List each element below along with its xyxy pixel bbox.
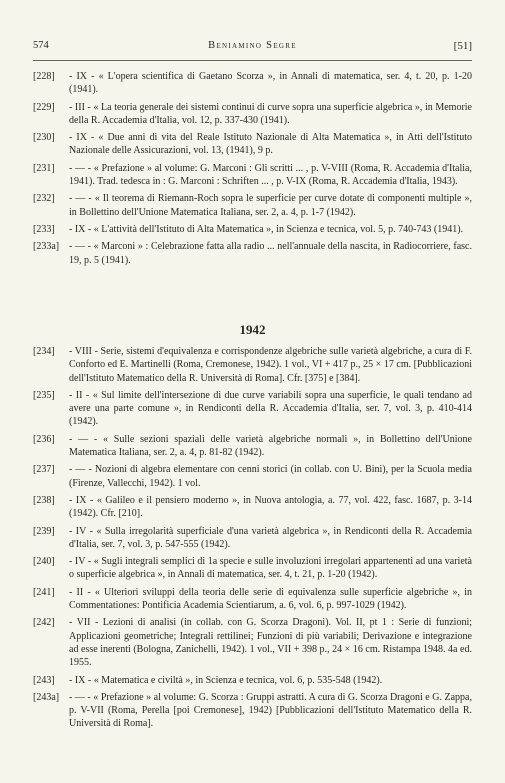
entry-number: [243] [33, 674, 55, 686]
entry-231 [33, 162, 472, 189]
entry-232 [33, 192, 472, 219]
entry-number: [243a] [33, 691, 60, 703]
entry-number: [234] [33, 346, 55, 357]
entry-text: - IX - « Galileo e il pensiero moderno », in Nuova antologia, a. 77, vol. 422, fasc. 1687, p. 3-14 (1942). Cfr. [210]. [69, 494, 472, 520]
entry-number: [240] [33, 556, 55, 568]
entry-243a [33, 691, 472, 731]
entry-240 [33, 555, 472, 582]
entry-text: - — - « Marconi » : Celebrazione fatta alla radio ... nell'annuale della nascita, in Radiocorriere, fasc. 19, p. 5 (1941). [69, 241, 472, 266]
entry-text: - — - « Il teorema di Riemann-Roch sopra le superficie per curve dotate di componenti multiple », in Bollettino dell'Unione Matematica Italiana, ser. 2, a. 4, p. 1-7 (1942). [69, 193, 472, 218]
entry-text: - — - « Prefazione » al volume: G. Scorza : Gruppi astratti. A cura di G. Scorza Dragoni e G. Zappa, p. V-VII (Roma, Perella [poi Cremonese], 1942) [Pubblicazioni dell'Istituto Matematico della R. Università di Roma]. [69, 691, 472, 730]
entry-text: - IX - « L'attività dell'Istituto di Alta Matematica », in Scienza e tecnica, vol. 5, p. 740-743 (1941). [69, 223, 464, 235]
entry-text: - VII - Lezioni di analisi (in collab. con G. Scorza Dragoni). Vol. II, pt 1 : Serie di funzioni; Applicazioni geometriche; Integrali rettilinei; Funzioni di più variabili; Derivazione e integrazione ad esse inerenti (Bologna, Zanichelli, 1942). 1 vol., VII + 398 p., 24 × 16 cm. Ristampa 1948. 4a ed. 1955. [69, 617, 472, 669]
entry-243 [33, 674, 472, 687]
entry-233a [33, 240, 472, 267]
entries-1942 [33, 345, 472, 735]
entry-241 [33, 586, 472, 613]
entry-number: [230] [33, 132, 55, 144]
entry-239 [33, 525, 472, 552]
running-header [33, 40, 472, 56]
entry-number: [231] [33, 162, 55, 174]
entry-text: - — - « Prefazione » al volume: G. Marconi : Gli scritti ... , p. V-VIII (Roma, R. Accademia d'Italia, 1941). Trad. tedesca in : G. Marconi : Schriften ... , p. V-IX (Roma, R. Accademia d'Italia, 1943). [69, 162, 472, 188]
entry-text: - — - « Sulle sezioni spaziali delle varietà algebriche normali », in Bollettino dell'Unione Matematica Italiana, ser. 2, a. 4, p. 81-82 (1942). [69, 433, 472, 459]
entry-text: - IX - « Matematica e civiltà », in Scienza e tecnica, vol. 6, p. 535-548 (1942). [69, 674, 383, 686]
entry-number: [233] [33, 223, 55, 235]
header-rule [33, 60, 472, 61]
entry-242 [33, 616, 472, 669]
entry-text: - II - « Ulteriori sviluppi della teoria delle serie di equivalenza sulle superficie algebriche », in Commentationes: Pontificia Academia Scientiarum, a. 6, vol. 6, p. 997-1029 (1942). [69, 586, 472, 612]
entry-text: - III - « La teoria generale dei sistemi continui di curve sopra una superficie algebrica », in Memorie della R. Accademia d'Italia, vol. 12, p. 337-430 (1941). [69, 101, 472, 126]
entry-number: [238] [33, 494, 55, 506]
entry-number: [241] [33, 586, 55, 598]
entry-text: - VIII - Serie, sistemi d'equivalenza e corrispondenze algebriche sulle varietà algebriche, a cura di F. Conforto ed E. Martinelli (Roma, Cremonese, 1942). 1 vol., VI + 417 p., 25 × 17 cm. [Pubblicazioni dell'Istituto Matematico della R. Università di Roma]. Cfr. [375] e [384]. [69, 346, 472, 384]
page-number: 574 [33, 40, 49, 51]
entry-text: - IX - « L'opera scientifica di Gaetano Scorza », in Annali di matematica, ser. 4, t. 20, p. 1-20 (1941). [69, 71, 472, 96]
entry-236 [33, 433, 472, 460]
entry-number: [229] [33, 101, 55, 113]
entry-text: - IX - « Due anni di vita del Reale Istituto Nazionale di Alta Matematica », in Atti dell'Istituto Nazionale delle Assicurazioni, vol. 13, (1941), 9 p. [69, 132, 472, 157]
entry-text: - IV - « Sulla irregolarità superficiale d'una varietà algebrica », in Rendiconti della R. Accademia d'Italia, ser. 7, vol. 3, p. 547-555 (1942). [69, 525, 472, 550]
entry-number: [233a] [33, 241, 60, 253]
bracket-reference: [51] [453, 40, 472, 52]
entry-text: - — - Nozioni di algebra elementare con cenni storici (in collab. con U. Bini), per la Scuola media (Firenze, Vallecchi, 1942). 1 vol. [69, 464, 472, 489]
entry-238 [33, 494, 472, 521]
entry-237 [33, 463, 472, 490]
entry-number: [236] [33, 433, 55, 445]
entry-230 [33, 131, 472, 158]
entry-229 [33, 101, 472, 128]
entry-228 [33, 70, 472, 97]
entry-text: - II - « Sul limite dell'intersezione di due curve variabili sopra una superficie, le quali tendano ad avere una parte comune », in Rendiconti della R. Accademia d'Italia, ser. 7, vol. 3, p. 410-414 (1942). [69, 389, 472, 428]
running-title: Beniamino Segre [208, 40, 297, 51]
entry-233 [33, 223, 472, 236]
entry-234 [33, 345, 472, 385]
entry-number: [228] [33, 71, 55, 82]
entry-text: - IV - « Sugli integrali semplici di 1a specie e sulle involuzioni irregolari appartenenti ad una varietà o superficie algebrica », in Annali di matematica, ser. 4, t. 21, p. 1-20 (1942). [69, 556, 472, 581]
entry-number: [235] [33, 389, 55, 401]
entry-number: [242] [33, 617, 55, 629]
entry-number: [237] [33, 464, 55, 476]
entry-235 [33, 389, 472, 429]
entries-1941 [33, 70, 472, 271]
entry-number: [239] [33, 525, 55, 537]
year-heading: 1942 [239, 322, 266, 337]
entry-number: [232] [33, 193, 55, 205]
